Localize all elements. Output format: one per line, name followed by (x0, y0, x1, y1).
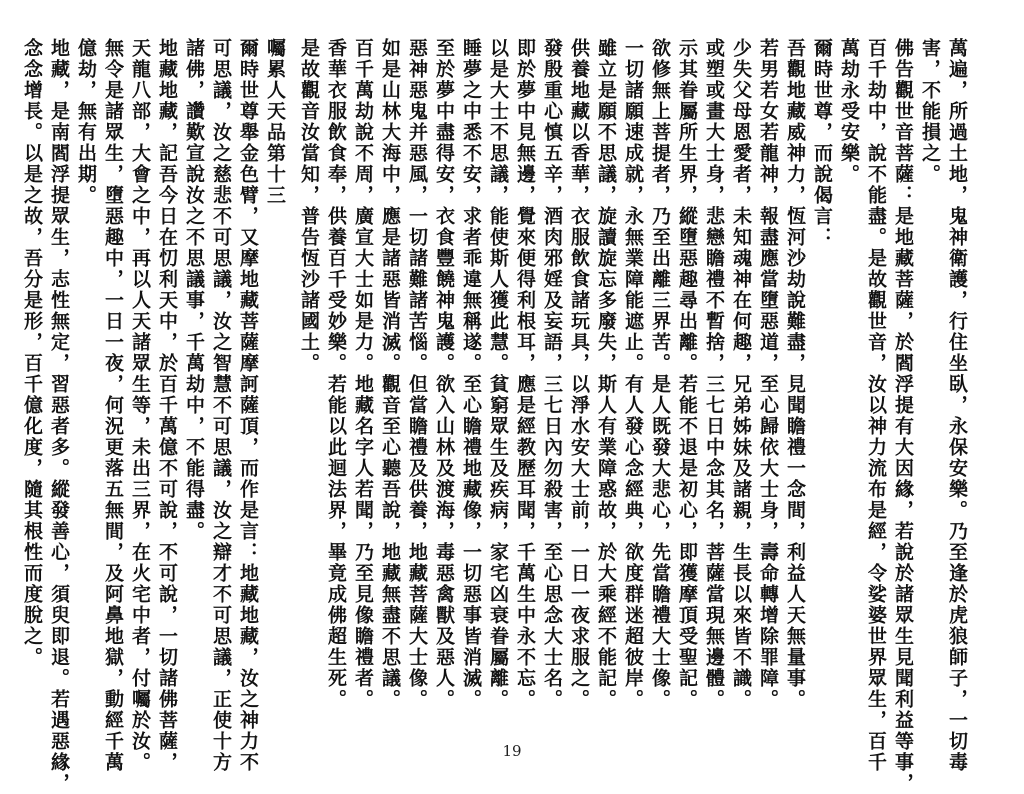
verse-column-12: 以是大士不思議，能使斯人獲此慧。貧窮眾生及疾病，家宅凶衰眷屬離。 (487, 38, 509, 710)
verse-column-15: 惡神惡鬼并惡風，一切諸難諸苦惱。但當瞻禮及供養，地藏菩薩大士像。 (406, 38, 428, 710)
verse-column-17: 百千萬劫說不周，廣宣大士如是力。地藏名字人若聞，乃至見像瞻禮者。 (352, 38, 374, 710)
text-column-32: 億劫，無有出期。 (75, 38, 97, 206)
text-column-5: 萬劫永受安樂。 (838, 38, 860, 185)
text-column-34: 念念增長。以是之故，吾分是形，百千億化度，隨其根性而度脫之。 (21, 38, 43, 668)
verse-column-11: 即於夢中見無邊，覺來便得利根耳，應是經教歷耳聞，千萬生中永不忘。 (514, 38, 536, 710)
verse-column-4: 或塑或畫大士身，悲戀瞻禮不暫捨，三七日中念其名，菩薩當現無邊體。 (703, 38, 725, 710)
text-column-31: 無令是諸眾生，墮惡趣中，一日一夜，何況更落五無間，及阿鼻地獄，動經千萬 (102, 38, 124, 773)
text-column-3: 佛告觀世音菩薩：是地藏菩薩，於閻浮提有大因緣，若說於諸眾生見聞利益等事， (892, 38, 914, 794)
text-column-27: 可思議，汝之慈悲不可思議，汝之智慧不可思議，汝之辯才不可思議，正使十方 (210, 38, 232, 773)
verse-column-10: 發殷重心慎五辛，酒肉邪婬及妄語，三七日內勿殺害，至心思念大士名。 (541, 38, 563, 710)
verse-column-14: 至於夢中盡得安，衣食豐饒神鬼護。欲入山林及渡海，毒惡禽獸及惡人。 (433, 38, 455, 710)
verse-column-3: 少失父母恩愛者，未知魂神在何趣，兄弟姊妹及諸親，生長以來皆不識。 (730, 38, 752, 710)
text-column-26: 爾時世尊舉金色臂，又摩地藏菩薩摩訶薩頂，而作是言：地藏地藏，汝之神力不 (237, 38, 259, 773)
text-column-30: 天龍八部，大會之中，再以人天諸眾生等，未出三界，在火宅中者，付囑於汝。 (129, 38, 151, 773)
text-column-4: 百千劫中，說不能盡。是故觀世音，汝以神力流布是經，令娑婆世界眾生，百千 (865, 38, 887, 773)
verse-column-1: 吾觀地藏威神力，恆河沙劫說難盡，見聞瞻禮一念間，利益人天無量事。 (784, 38, 806, 710)
verse-column-5: 示其眷屬所生界，縱墮惡趣尋出離。若能不退是初心，即獲摩頂受聖記。 (676, 38, 698, 710)
text-column-6: 爾時世尊，而說偈言： (811, 38, 833, 248)
text-column-33: 地藏，是南閻浮提眾生，志性無定，習惡者多。縱發善心，須臾即退。若遇惡緣， (48, 38, 70, 794)
verse-column-18: 香華衣服飲食奉，供養百千受妙樂。若能以此迴法界，畢竟成佛超生死。 (325, 38, 347, 710)
verse-column-6: 欲修無上菩提者，乃至出離三界苦。是人既發大悲心，先當瞻禮大士像。 (649, 38, 671, 710)
verse-column-13: 睡夢之中悉不安，求者乖違無稱遂。至心瞻禮地藏像，一切惡事皆消滅。 (460, 38, 482, 710)
text-column-28: 諸佛，讚歎宣說汝之不思議事，千萬劫中，不能得盡。 (183, 38, 205, 542)
text-column-2: 害，不能損之。 (919, 38, 941, 185)
text-column-29: 地藏地藏，記吾今日在忉利天中，於百千萬億不可說，不可說，一切諸佛菩薩， (156, 38, 178, 773)
text-column-1: 萬遍，所過土地，鬼神衛護，行住坐臥，永保安樂。乃至逢於虎狼師子，一切毒 (946, 38, 968, 773)
page-number: 19 (502, 742, 522, 760)
chapter-title: 囑累人天品第十三 (264, 38, 286, 206)
verse-column-19: 是故觀音汝當知，普告恆沙諸國土。 (298, 38, 320, 374)
verse-column-8: 雖立是願不思議，旋讀旋忘多廢失，斯人有業障惑故，於大乘經不能記。 (595, 38, 617, 710)
verse-column-2: 若男若女若龍神，報盡應當墮惡道，至心歸依大士身，壽命轉增除罪障。 (757, 38, 779, 710)
verse-column-7: 一切諸願速成就，永無業障能遮止。有人發心念經典，欲度群迷超彼岸。 (622, 38, 644, 710)
verse-column-16: 如是山林大海中，應是諸惡皆消滅。觀音至心聽吾說，地藏無盡不思議。 (379, 38, 401, 710)
verse-column-9: 供養地藏以香華，衣服飲食諸玩具，以淨水安大士前，一日一夜求服之。 (568, 38, 590, 710)
